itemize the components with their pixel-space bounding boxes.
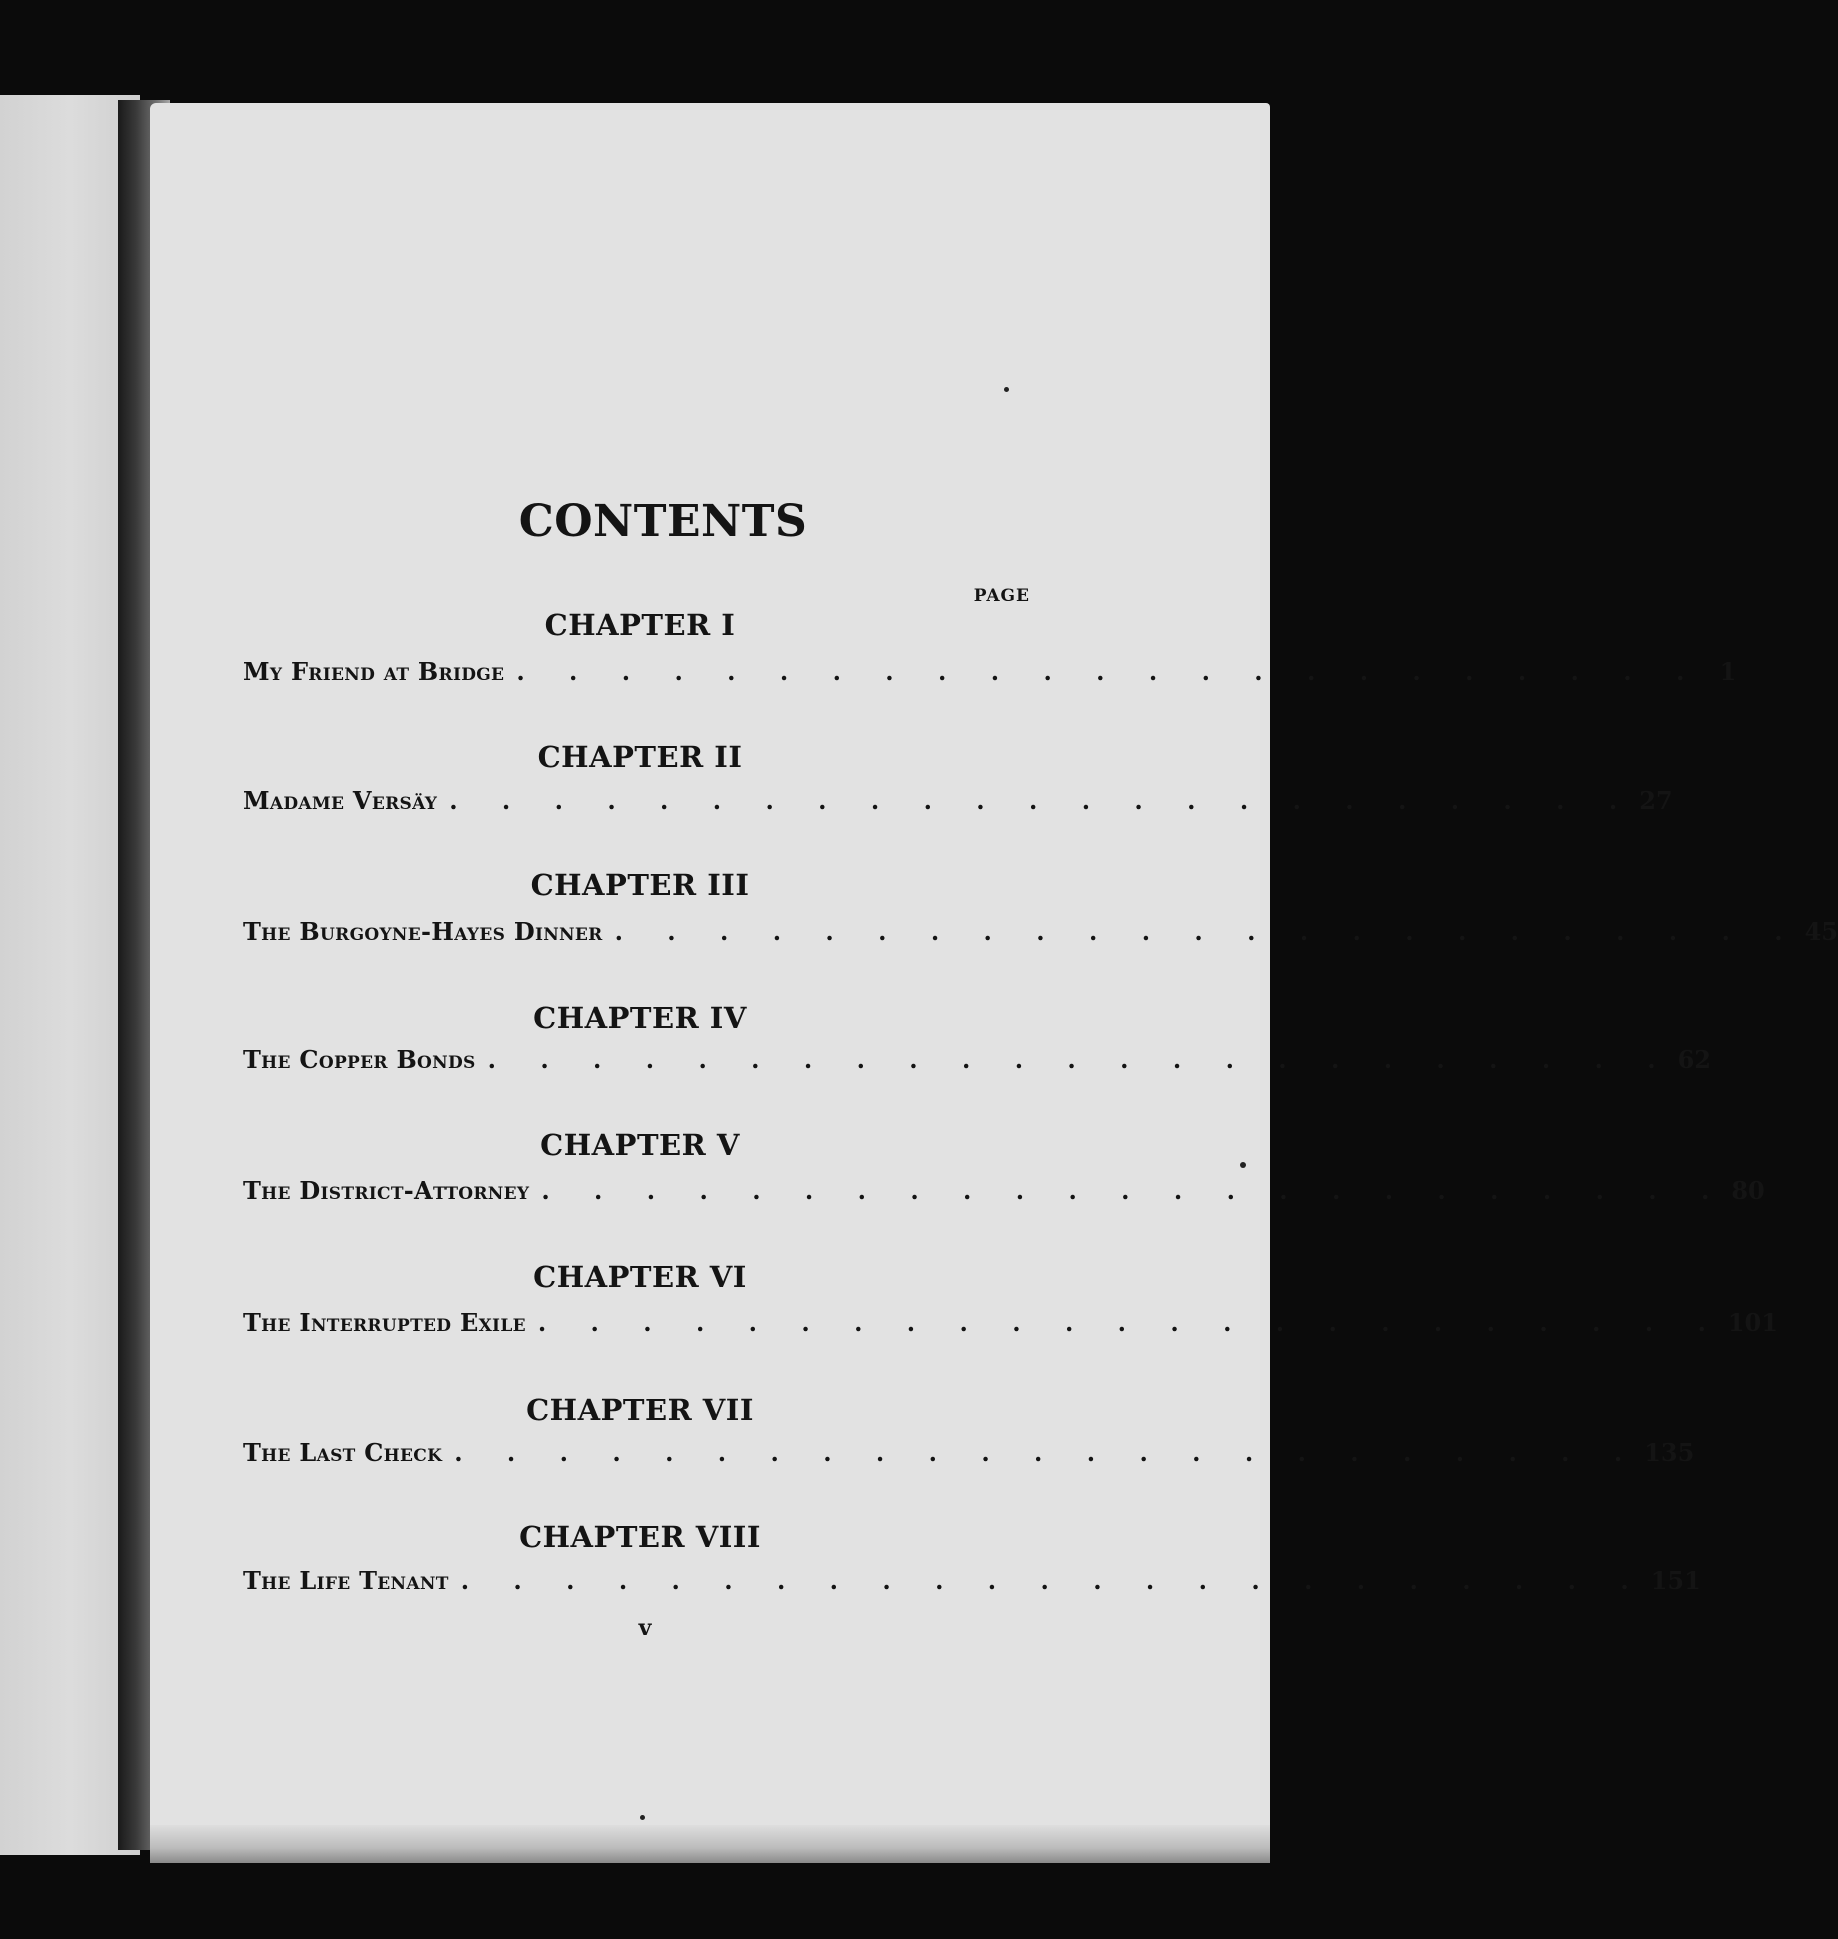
scan-speck — [1240, 1162, 1246, 1168]
toc-entry — [243, 657, 1737, 686]
toc-entry — [243, 1176, 1765, 1205]
chapter-heading: CHAPTER VI — [533, 1260, 747, 1294]
toc-entry — [243, 1438, 1695, 1467]
toc-entry-page: 1 — [1719, 657, 1737, 686]
chapter-heading: CHAPTER VIII — [519, 1520, 761, 1554]
chapter-heading: CHAPTER VII — [526, 1393, 754, 1427]
page-column-label: PAGE — [973, 586, 1030, 606]
toc-entry-title: Madame Versäy — [243, 786, 438, 815]
page-folio: v — [638, 1615, 652, 1641]
chapter-heading: CHAPTER I — [544, 608, 736, 642]
toc-entry — [243, 1566, 1701, 1595]
toc-entry-title: The Copper Bonds — [243, 1045, 476, 1074]
toc-entry — [243, 1308, 1778, 1337]
toc-entry-title: My Friend at Bridge — [243, 657, 505, 686]
chapter-heading: CHAPTER III — [530, 868, 750, 902]
chapter-heading: CHAPTER IV — [533, 1001, 747, 1035]
chapter-heading: CHAPTER V — [540, 1128, 740, 1162]
toc-entry-page: 135 — [1644, 1438, 1695, 1467]
leader-dots: . . . . . . . . . . . . . . . . . . . . . . . — [537, 1308, 1724, 1337]
leader-dots: . . . . . . . . . . . . . . . . . . . . . . . — [614, 917, 1801, 946]
contents-title: CONTENTS — [518, 496, 808, 547]
scan-speck — [640, 1815, 645, 1820]
leader-dots: . . . . . . . . . . . . . . . . . . . . . . . — [449, 786, 1636, 815]
toc-entry-page: 101 — [1727, 1308, 1778, 1337]
leader-dots: . . . . . . . . . . . . . . . . . . . . . . . — [460, 1566, 1647, 1595]
page-bottom-edge — [150, 1825, 1270, 1863]
scan-speck — [1004, 387, 1009, 392]
toc-entry-page: 151 — [1650, 1566, 1701, 1595]
toc-entry-page: 62 — [1677, 1045, 1712, 1074]
leader-dots: . . . . . . . . . . . . . . . . . . . . . . . — [541, 1176, 1728, 1205]
toc-entry-title: The Last Check — [243, 1438, 443, 1467]
toc-entry-page: 27 — [1639, 786, 1673, 815]
toc-entry-page: 45 — [1804, 917, 1838, 946]
toc-entry-page: 80 — [1731, 1176, 1765, 1205]
chapter-heading: CHAPTER II — [537, 740, 743, 774]
toc-entry — [243, 1045, 1712, 1074]
toc-entry-title: The District-Attorney — [243, 1176, 530, 1205]
toc-entry-title: The Burgoyne-Hayes Dinner — [243, 917, 603, 946]
leader-dots: . . . . . . . . . . . . . . . . . . . . . . . — [516, 657, 1703, 686]
toc-entry-title: The Interrupted Exile — [243, 1308, 526, 1337]
toc-entry-title: The Life Tenant — [243, 1566, 449, 1595]
toc-entry — [243, 786, 1673, 815]
toc-entry — [243, 917, 1838, 946]
leader-dots: . . . . . . . . . . . . . . . . . . . . . . . — [454, 1438, 1641, 1467]
leader-dots: . . . . . . . . . . . . . . . . . . . . . . . — [487, 1045, 1674, 1074]
contents-page — [150, 103, 1270, 1863]
